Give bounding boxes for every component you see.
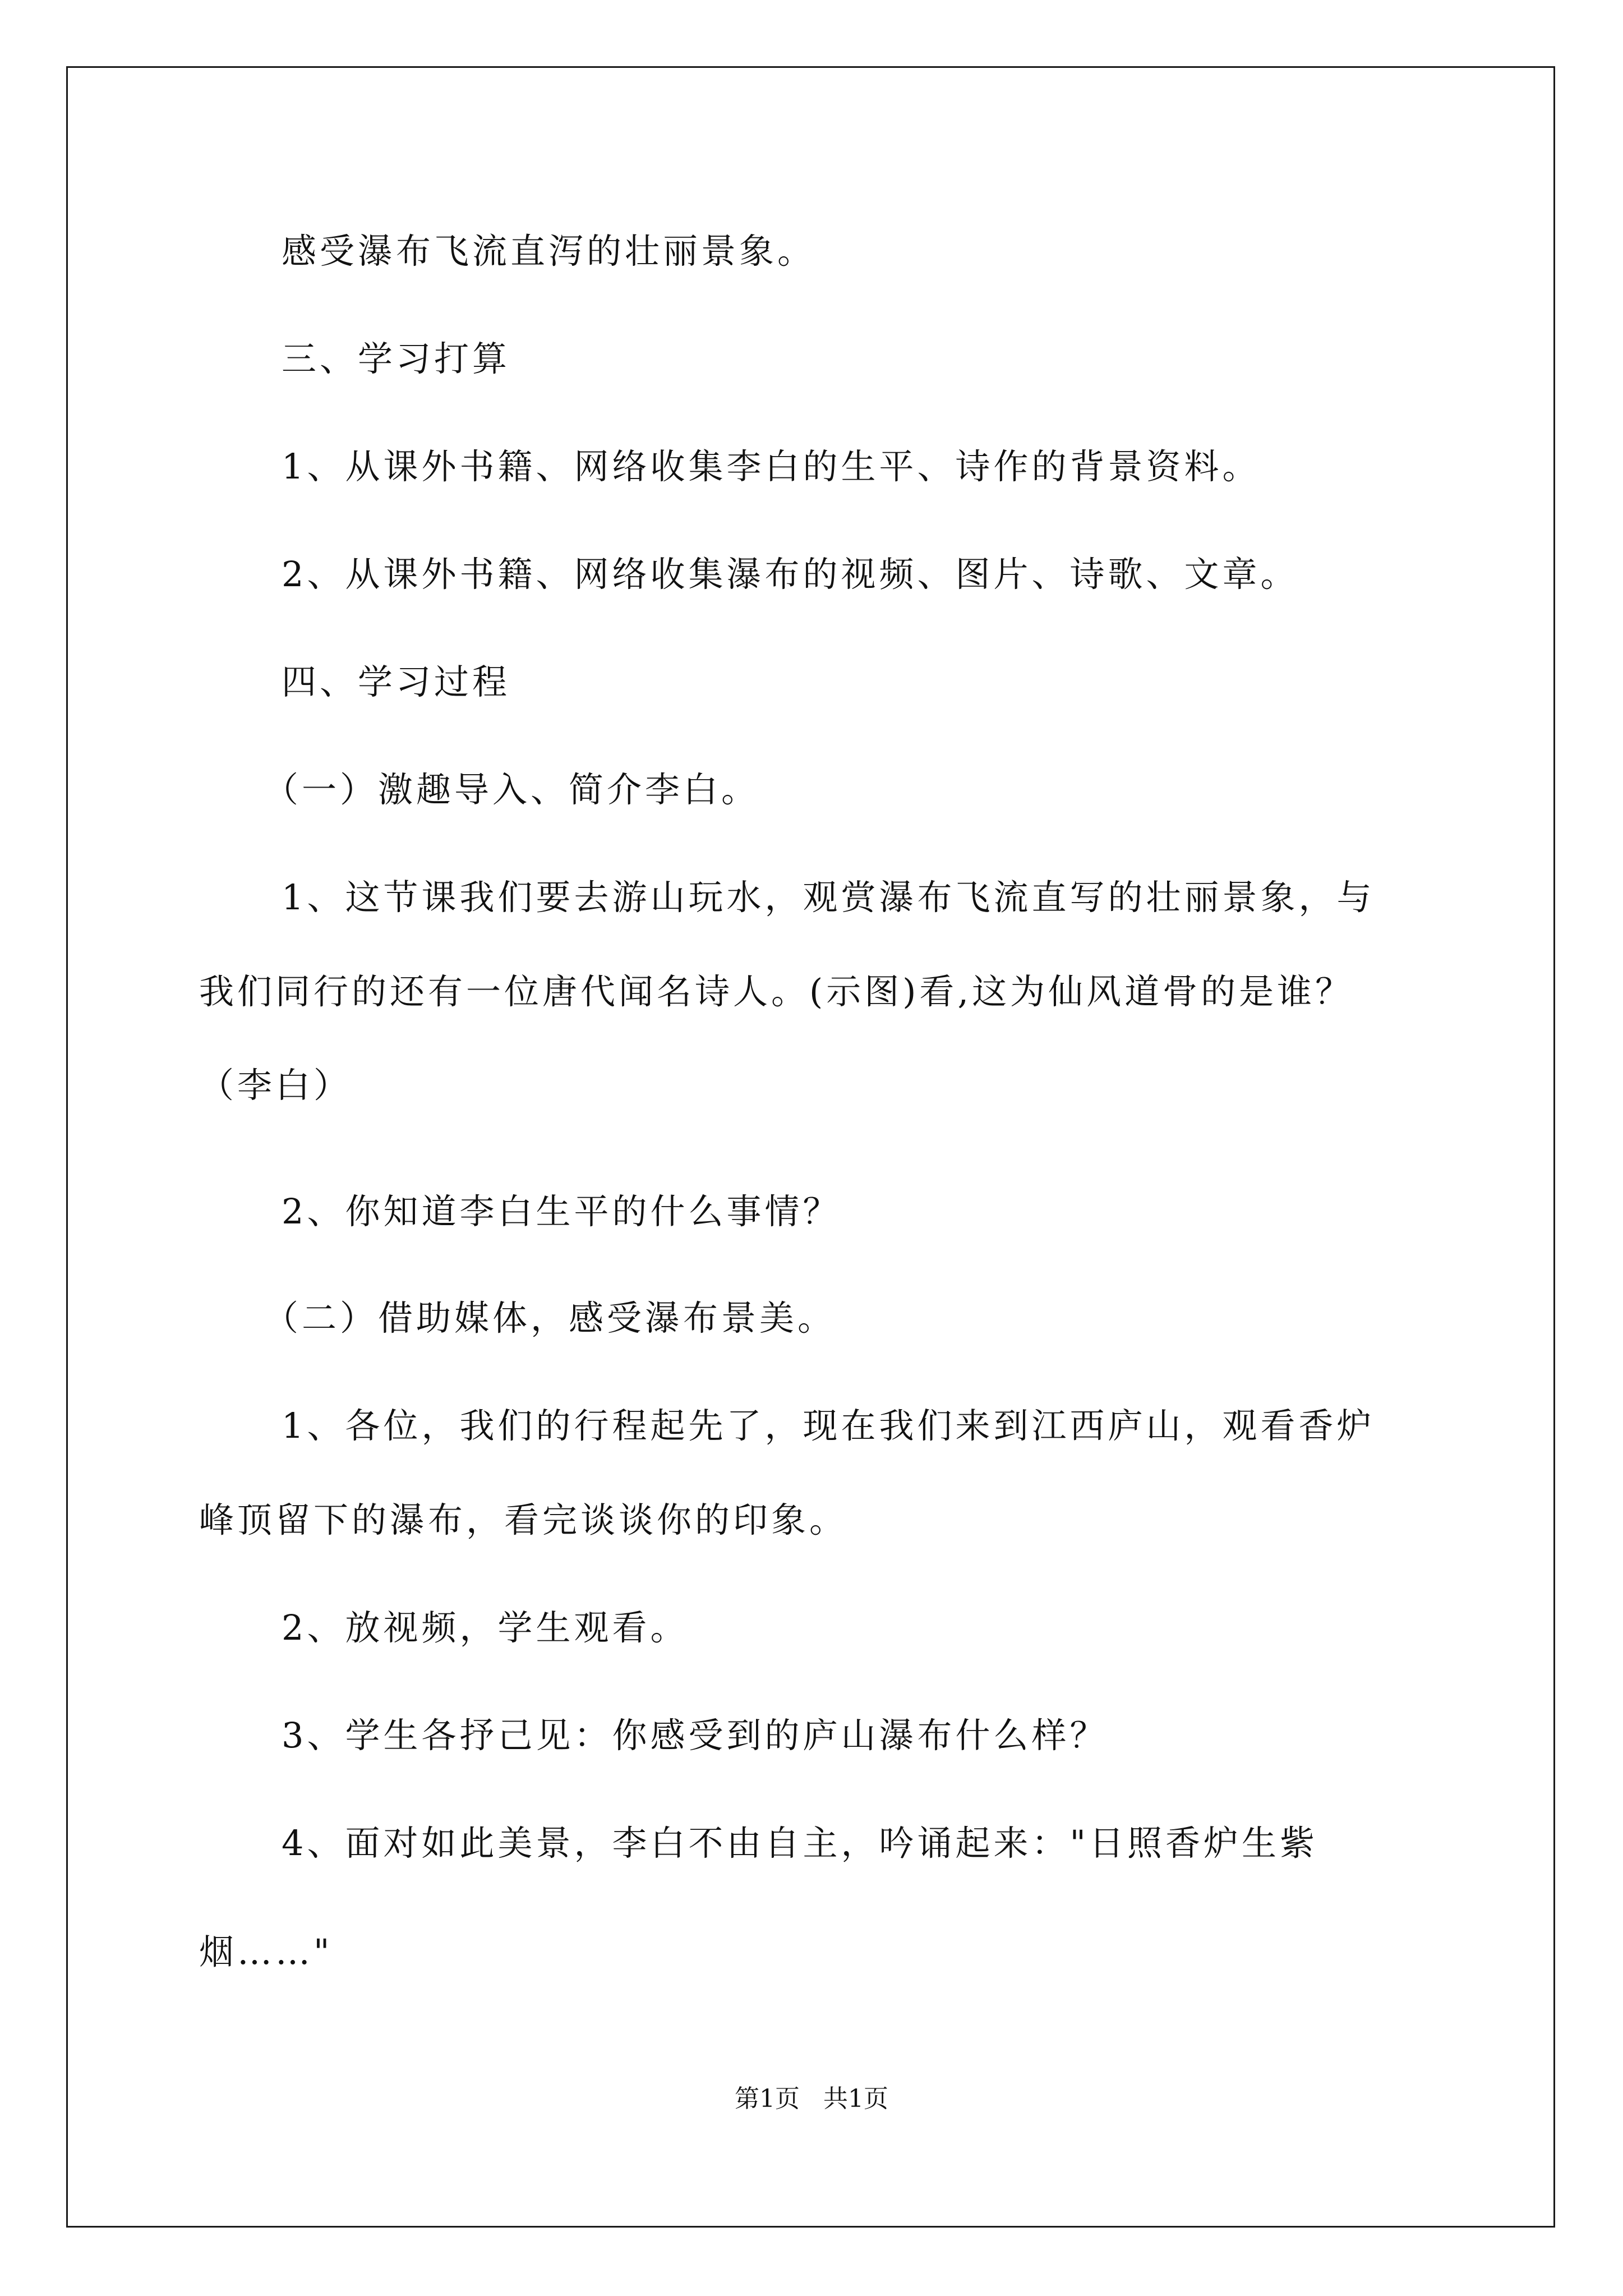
text-line: 烟……" (199, 1931, 333, 1972)
text-line: 3、学生各抒己见：你感受到的庐山瀑布什么样？ (282, 1715, 1108, 1756)
text-line: 4、面对如此美景，李白不由自主，吟诵起来："日照香炉生紫 (282, 1823, 1318, 1864)
text-line: 2、从课外书籍、网络收集瀑布的视频、图片、诗歌、文章。 (282, 554, 1299, 595)
subsection-heading: （二）借助媒体，感受瀑布景美。 (264, 1297, 836, 1338)
text-line: 感受瀑布飞流直泻的壮丽景象。 (282, 231, 816, 272)
text-line: 2、你知道李白生平的什么事情？ (282, 1191, 841, 1232)
text-line: 1、各位，我们的行程起先了，现在我们来到江西庐山，观看香炉 (282, 1405, 1375, 1446)
text-line: 1、从课外书籍、网络收集李白的生平、诗作的背景资料。 (282, 446, 1261, 487)
text-line: 我们同行的还有一位唐代闻名诗人。(示图)看,这为仙风道骨的是谁？ (199, 971, 1354, 1012)
subsection-heading: （一）激趣导入、简介李白。 (264, 769, 760, 810)
section-heading: 三、学习打算 (282, 338, 511, 379)
page-footer: 第1页 共1页 (735, 2085, 888, 2113)
text-line: 峰顶留下的瀑布，看完谈谈你的印象。 (199, 1499, 848, 1540)
section-heading: 四、学习过程 (282, 661, 511, 702)
text-line: 1、这节课我们要去游山玩水，观赏瀑布飞流直写的壮丽景象，与 (282, 877, 1375, 918)
text-line: （李白） (199, 1065, 352, 1106)
page-border (66, 66, 1555, 2228)
text-line: 2、放视频，学生观看。 (282, 1607, 689, 1648)
